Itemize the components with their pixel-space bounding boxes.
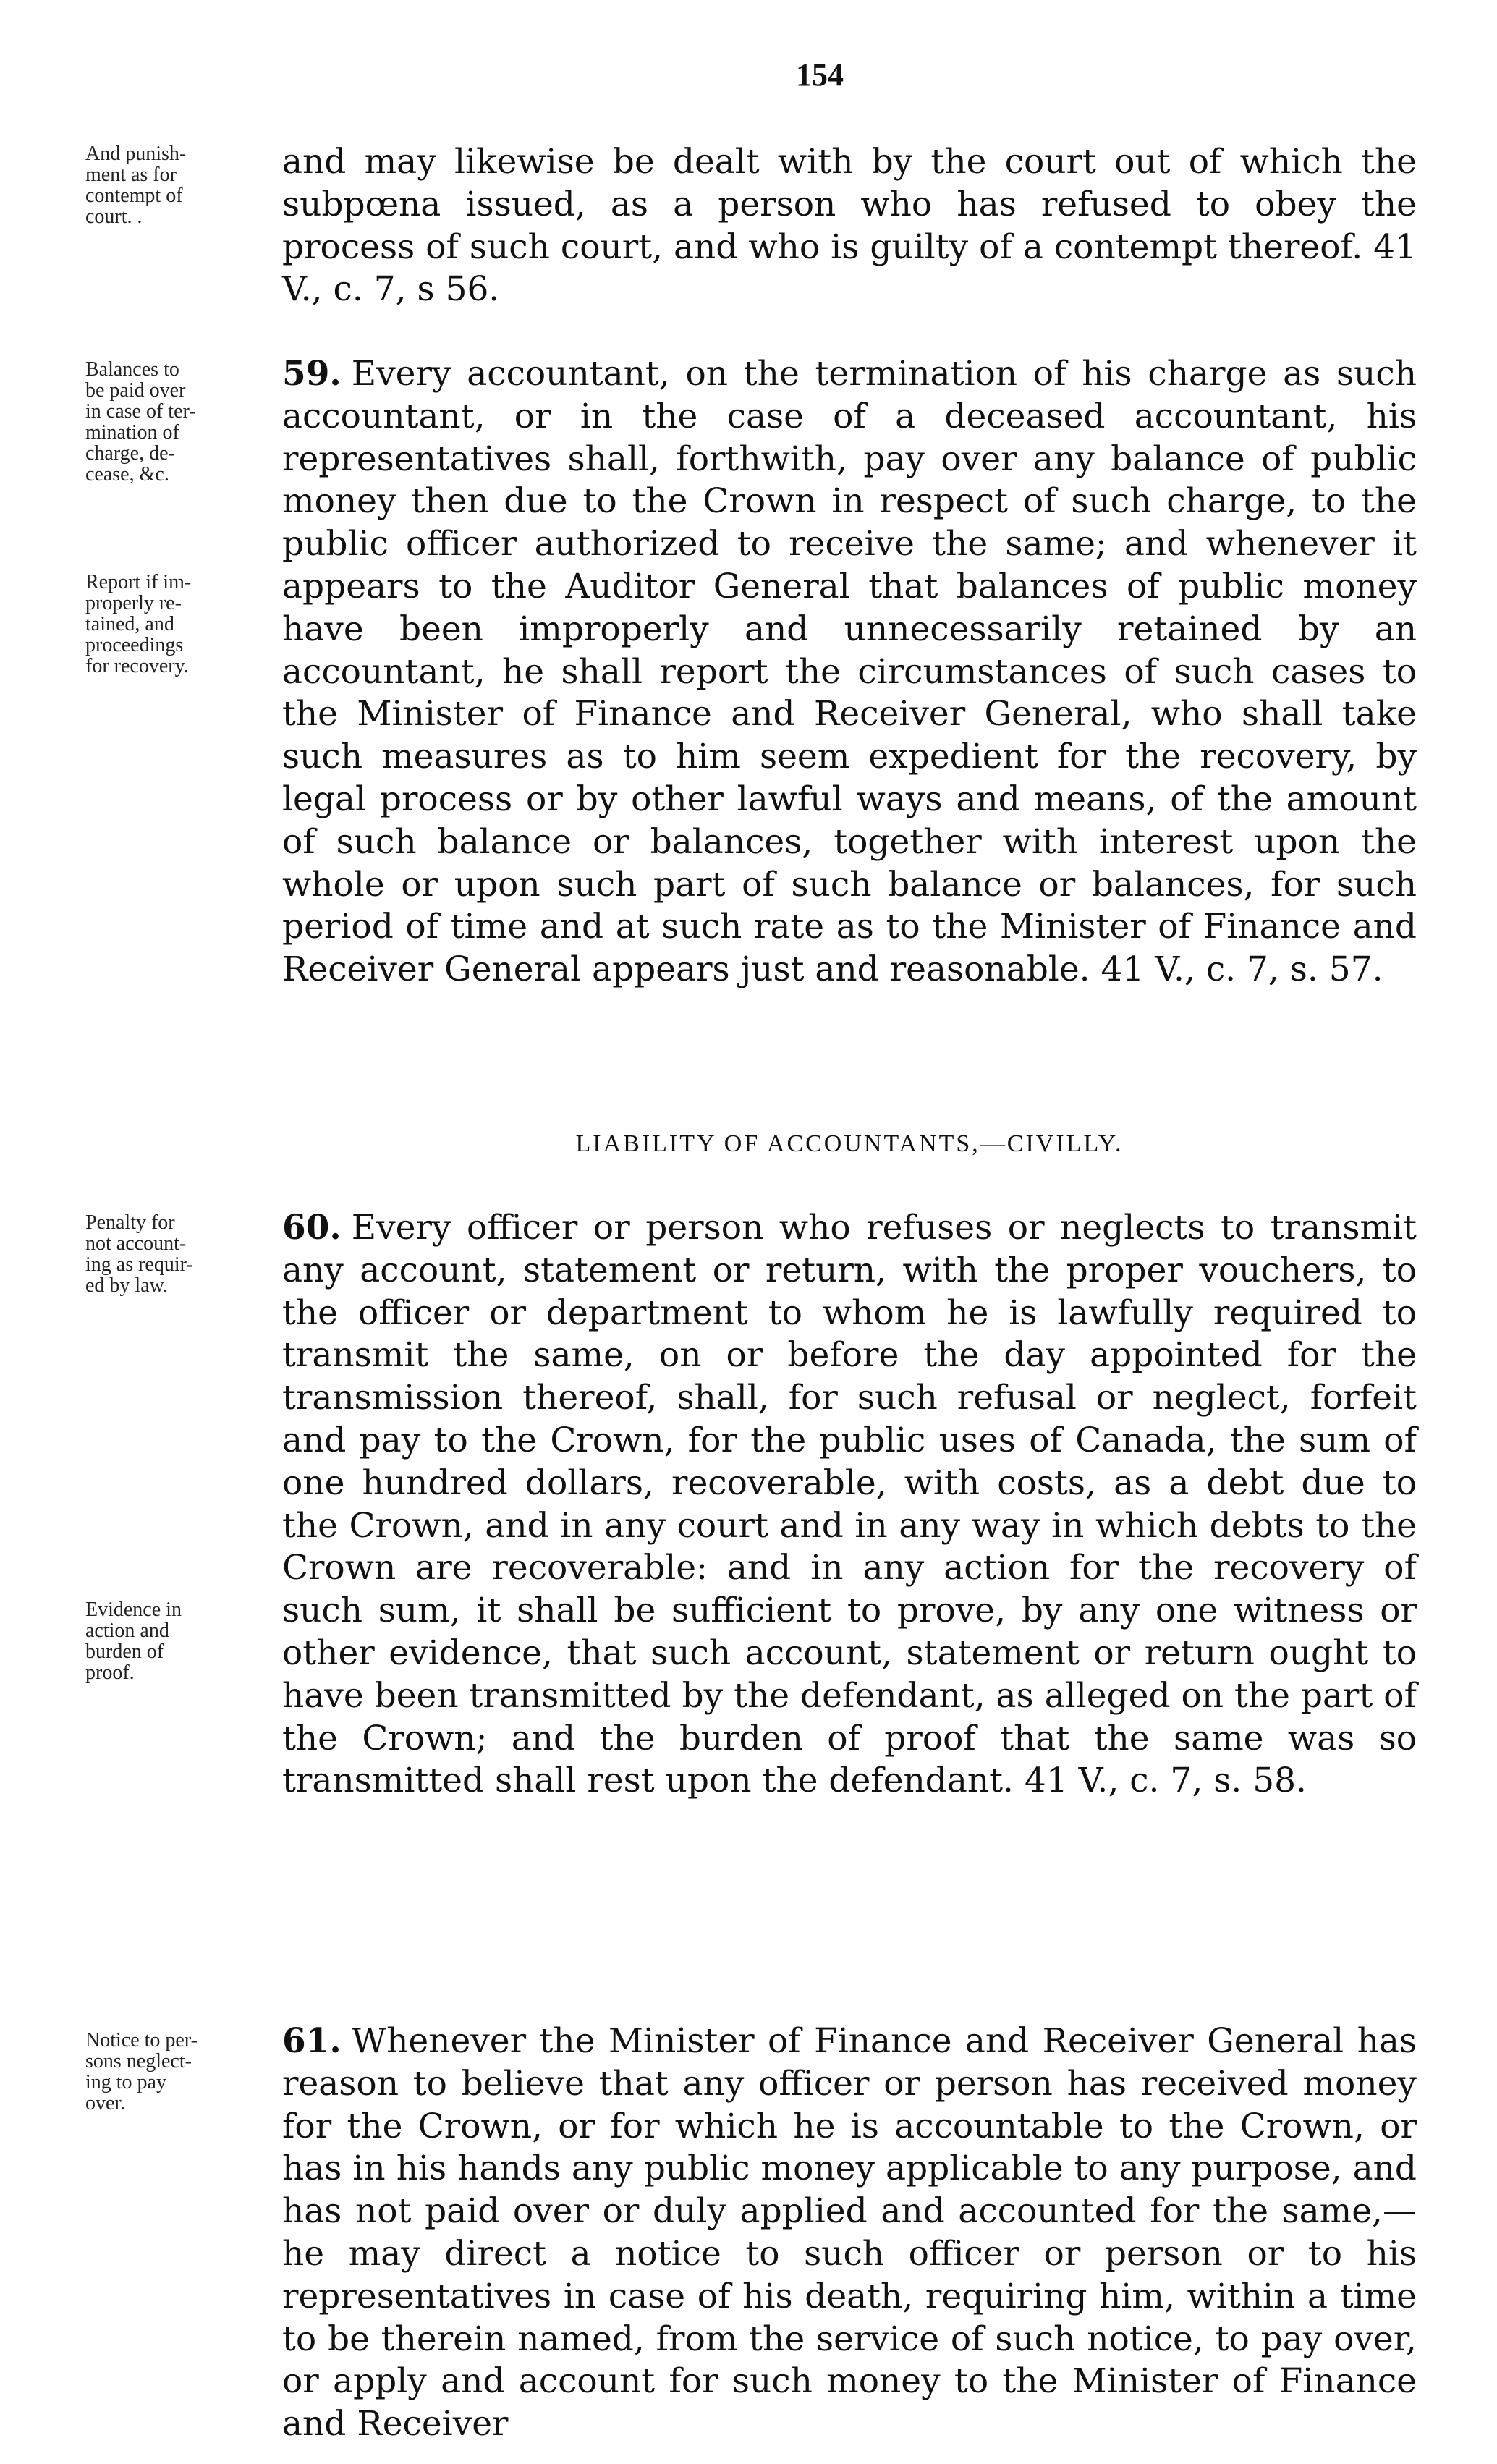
section-number: 60. [282,1208,342,1248]
section-number: 59. [282,354,342,394]
margin-note-balances: Balances to be paid over in case of ter- mination of charge, de- cease, &c. [85,358,196,486]
margin-note-penalty: Penalty for not account- ing as requir- ed by law. [85,1211,193,1297]
paragraph-continuation [282,141,1417,311]
section-60 [282,1207,1417,1803]
margin-note-punishment: And punish- ment as for contempt of court. . [85,143,187,228]
margin-note-evidence: Evidence in action and burden of proof. [85,1599,182,1684]
section-text: Every accountant, on the termination of his charge as such accountant, or in the case of a deceased accountant, his representatives shall, forthwith, pay over any balance of public money then due to the Crown in respect of such charge, to the public officer authorized to receive the same; and whenever it appears to the Auditor General that balances of public money have been improperly and unnecessarily retained by an accountant, he shall report the circumstances of such cases to the Minister of Finance and Receiver General, who shall take such measures as to him seem expedient for the recovery, by legal process or by other lawful ways and means, of the amount of such balance or balances, together with interest upon the whole or upon such part of such balance or balances, for such period of time and at such rate as to the Minister of Finance and Receiver General appears just and reasonable. 41 V., c. 7, s. 57. [282,354,1417,990]
section-heading: LIABILITY OF ACCOUNTANTS,—CIVILLY. [575,1130,1124,1157]
section-text: Every officer or person who refuses or neglects to transmit any account, statement or return, with the proper vouchers, to the officer or department to whom he is lawfully required to transmit the same, on or before the day appointed for the transmission thereof, shall, for such refusal or neglect, forfeit and pay to the Crown, for the public uses of Canada, the sum of one hundred dollars, recoverable, with costs, as a debt due to the Crown, and in any court and in any way in which debts to the Crown are recoverable: and in any action for the recovery of such sum, it shall be sufficient to prove, by any one witness or other evidence, that such account, statement or return ought to have been transmitted by the defendant, as alleged on the part of the Crown; and the burden of proof that the same was so transmitted shall rest upon the defendant. 41 V., c. 7, s. 58. [282,1208,1417,1801]
paragraph-text: and may likewise be dealt with by the court out of which the subpœna issued, as a person who has refused to obey the process of such court, and who is guilty of a contempt thereof. 41 V., c. 7, s 56. [282,142,1417,310]
section-61 [282,2020,1417,2446]
page-number: 154 [796,57,844,93]
section-text: Whenever the Minister of Finance and Receiver General has reason to believe that any officer or person has received money for the Crown, or for which he is accountable to the Crown, or has in his hands any public money applicable to any purpose, and has not paid over or duly applied and accounted for the same,—he may direct a notice to such officer or person or to his representatives in case of his death, requiring him, within a time to be therein named, from the service of such notice, to pay over, or apply and account for such money to the Minister of Finance and Receiver [282,2021,1417,2444]
section-59 [282,353,1417,991]
section-number: 61. [282,2021,342,2061]
margin-note-report: Report if im- properly re- tained, and proceedings for recovery. [85,571,192,677]
margin-note-notice: Notice to per- sons neglect- ing to pay over. [85,2029,198,2114]
